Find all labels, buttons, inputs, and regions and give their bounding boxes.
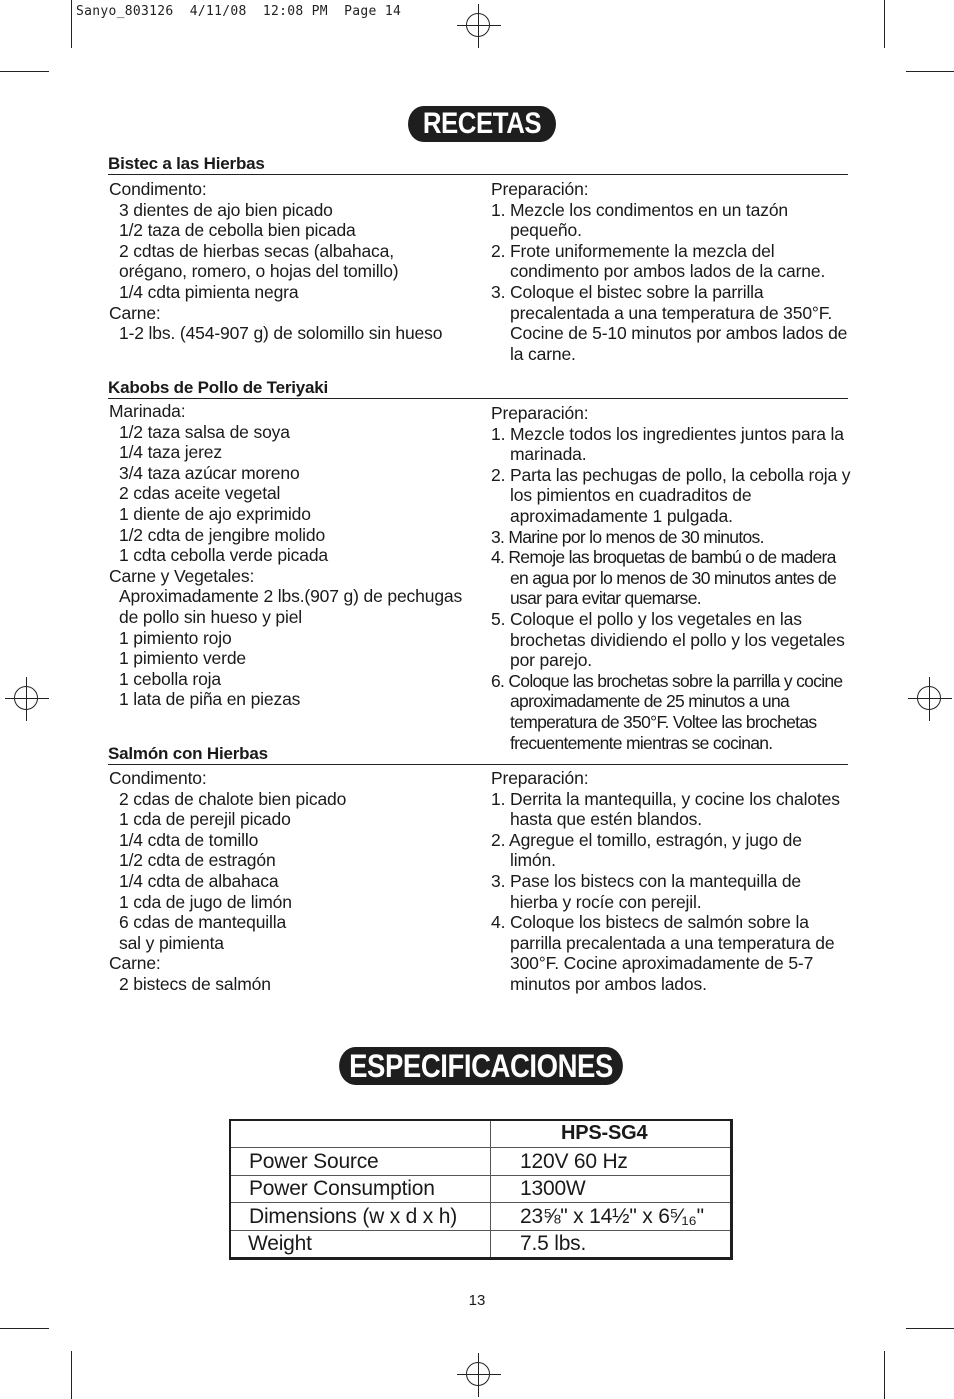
preparation-step: 1. Mezcle todos los ingredientes juntos para la marinada. [491, 423, 844, 465]
preparation-step: 1. Derrita la mantequilla, y cocine los chalotes hasta que estén blandos. [491, 788, 840, 830]
preparation-step: 3. Pase los bistecs con la mantequilla de hierba y rocíe con perejil. [491, 870, 802, 912]
recipe-title [108, 743, 848, 765]
ingredient-line: 1/4 cdta de albahaca [119, 870, 279, 891]
page-number: 13 [468, 1292, 486, 1309]
recipe-title [108, 377, 848, 399]
crop-mark [906, 1328, 954, 1329]
ingredient-line: 2 cdas de chalote bien picado [119, 788, 347, 809]
spec-value: 120V 60 Hz [520, 1149, 628, 1173]
spec-value-cell [491, 1148, 730, 1175]
ingredient-line: 3 dientes de ajo bien picado [119, 199, 333, 220]
ingredient-line: Carne: [109, 302, 161, 323]
crop-mark [71, 0, 72, 48]
recipe-title [108, 153, 848, 175]
ingredient-line: Aproximadamente 2 lbs.(907 g) de pechugas [119, 586, 463, 607]
ingredient-line: 1-2 lbs. (454-907 g) de solomillo sin hueso [119, 323, 443, 344]
ingredient-line: 1 diente de ajo exprimido [119, 503, 311, 524]
registration-mark-icon [466, 13, 490, 37]
preparation-step: 3. Coloque el bistec sobre la parrilla precalentada a una temperatura de 350°F. Cocine de 5-10 minutos por ambos lados de la carne. [491, 281, 848, 364]
ingredient-line: Condimento: [109, 768, 207, 788]
spec-header-row [231, 1121, 730, 1147]
preparation-label: Preparación: [491, 403, 589, 423]
preparation-label: Preparación: [491, 768, 589, 788]
preparation-step: 6. Coloque las brochetas sobre la parrilla y cocine aproximadamente de 25 minutos a una temperatura de 350°F. Voltee las brochetas frecuentemente mientras se cocinan. [491, 670, 843, 753]
recipe-salmon [108, 743, 848, 994]
ingredient-line: 1/4 cdta de tomillo [119, 829, 259, 850]
ingredient-line: Carne: [109, 953, 161, 974]
ingredient-line: 1/2 cdta de jengibre molido [119, 524, 326, 545]
ingredient-line: 1 pimiento verde [119, 648, 246, 669]
spec-value-cell [491, 1176, 730, 1203]
spec-header-model-cell [491, 1121, 730, 1147]
spec-label: Dimensions (w x d x h) [249, 1204, 457, 1228]
preparation-column [491, 179, 851, 364]
ingredient-line: Marinada: [109, 401, 186, 421]
ingredient-line: 1 cda de jugo de limón [119, 891, 292, 912]
recipe-kabobs [108, 377, 851, 753]
spec-label: Weight [248, 1232, 312, 1255]
ingredient-line: 2 bistecs de salmón [119, 973, 271, 994]
recipe-title-text: Bistec a las Hierbas [108, 154, 265, 173]
spec-label-cell [231, 1176, 491, 1203]
ingredients-column [109, 768, 479, 995]
preparation-label: Preparación: [491, 179, 589, 199]
ingredient-line: 1 lata de piña en piezas [119, 689, 301, 710]
crop-mark [0, 71, 49, 72]
ingredient-line: 1 cebolla roja [119, 668, 221, 689]
ingredient-line: 1 cdta cebolla verde picada [119, 545, 329, 566]
spec-value: 23⅝" x 14½" x 6⁵⁄₁₆" [520, 1204, 704, 1228]
spec-value: 1300W [520, 1177, 586, 1200]
ingredient-line: 1/2 taza de cebolla bien picada [119, 220, 356, 241]
registration-mark-icon [14, 686, 38, 710]
ingredient-line: 2 cdtas de hierbas secas (albahaca, [119, 240, 394, 261]
ingredient-line: 1/2 cdta de estragón [119, 850, 276, 871]
ingredient-line: orégano, romero, o hojas del tomillo) [119, 261, 399, 282]
recipe-bistec [108, 153, 848, 364]
crop-mark [884, 1351, 885, 1399]
spec-table [229, 1119, 733, 1260]
ingredients-column [109, 179, 479, 344]
recipe-title-text: Kabobs de Pollo de Teriyaki [108, 378, 329, 397]
preparation-step: 1. Mezcle los condimentos en un tazón pequeño. [491, 199, 788, 241]
preparation-step: 5. Coloque el pollo y los vegetales en las brochetas dividiendo el pollo y los vegetales por parejo. [491, 608, 845, 671]
preparation-step: 2. Frote uniformemente la mezcla del condimento por ambos lados de la carne. [491, 240, 826, 282]
ingredient-line: 1 pimiento rojo [119, 627, 232, 648]
registration-mark-icon [917, 686, 941, 710]
preparation-column [491, 768, 851, 995]
spec-row [231, 1230, 730, 1258]
preparation-column [491, 403, 851, 753]
preparation-step: 4. Coloque los bistecs de salmón sobre la parrilla precalentada a una temperatura de 300°F. Cocine aproximadamente de 5-7 minutos por ambos lados. [491, 912, 835, 994]
spec-row [231, 1175, 730, 1203]
preparation-step: 4. Remoje las broquetas de bambú o de madera en agua por lo menos de 30 minutos antes de usar para evitar quemarse. [491, 547, 836, 609]
preparation-step: 2. Parta las pechugas de pollo, la cebolla roja y los pimientos en cuadraditos de aproximadamente 1 pulgada. [491, 464, 851, 526]
spec-header-blank [231, 1121, 491, 1147]
ingredients-column [109, 401, 479, 710]
ingredient-line: 1 cda de perejil picado [119, 809, 291, 830]
spec-label-cell [231, 1203, 491, 1230]
especificaciones-heading: ESPECIFICACIONES [339, 1047, 623, 1085]
ingredient-line: 1/4 taza jerez [119, 442, 222, 463]
ingredient-line: 1/2 taza salsa de soya [119, 421, 290, 442]
spec-row [231, 1147, 730, 1175]
ingredient-line: 3/4 taza azúcar moreno [119, 462, 300, 483]
spec-value-cell [491, 1231, 730, 1258]
spec-value-cell [491, 1203, 730, 1230]
spec-model: HPS-SG4 [561, 1122, 648, 1144]
spec-row [231, 1202, 730, 1230]
spec-label: Power Consumption [249, 1177, 435, 1200]
crop-mark [906, 71, 954, 72]
ingredient-line: sal y pimienta [119, 932, 224, 953]
spec-value: 7.5 lbs. [520, 1232, 587, 1255]
spec-label: Power Source [249, 1149, 379, 1173]
spec-label-cell [231, 1231, 491, 1258]
ingredient-line: Carne y Vegetales: [109, 565, 255, 586]
crop-mark [884, 0, 885, 48]
ingredient-line: Condimento: [109, 179, 207, 199]
preparation-step: 3. Marine por lo menos de 30 minutos. [491, 526, 764, 547]
printer-slug: Sanyo_803126 4/11/08 12:08 PM Page 14 [76, 4, 402, 19]
spec-label-cell [231, 1148, 491, 1175]
ingredient-line: 1/4 cdta pimienta negra [119, 281, 299, 302]
ingredient-line: 2 cdas aceite vegetal [119, 483, 281, 504]
preparation-step: 2. Agregue el tomillo, estragón, y jugo de limón. [491, 829, 802, 871]
recetas-heading: RECETAS [408, 106, 556, 142]
crop-mark [0, 1328, 49, 1329]
ingredient-line: 6 cdas de mantequilla [119, 912, 287, 933]
registration-mark-icon [466, 1362, 490, 1386]
recipe-title-text: Salmón con Hierbas [108, 744, 268, 763]
crop-mark [71, 1351, 72, 1399]
ingredient-line: de pollo sin hueso y piel [119, 606, 303, 627]
